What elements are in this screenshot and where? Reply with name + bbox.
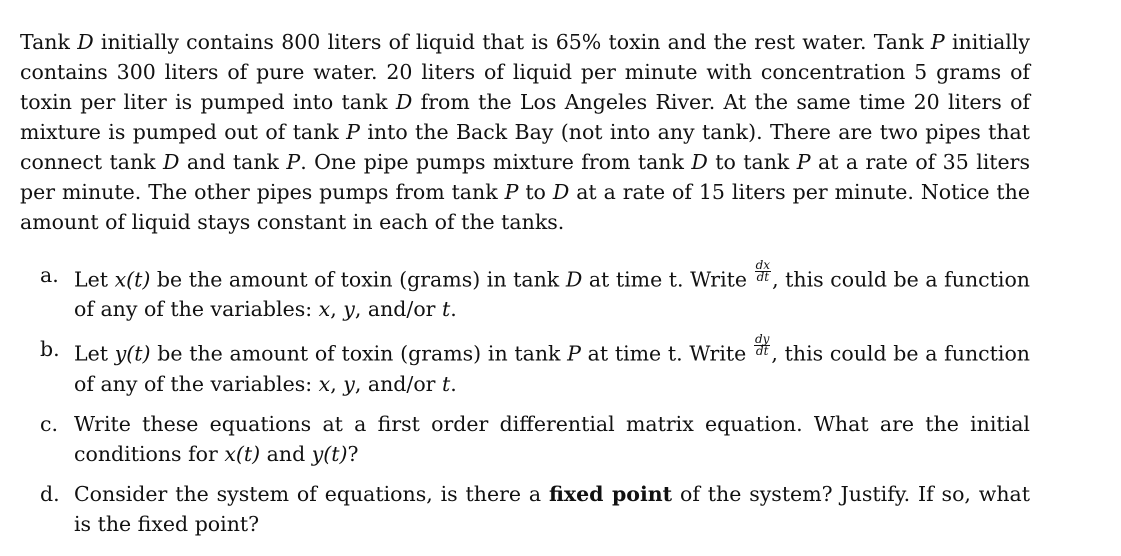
question-text: Write these equations at a first order differential matrix equation. What are the initial conditions for xyxy=(74,411,1030,466)
question-text: Consider the system of equations, is there a xyxy=(74,481,549,506)
fraction-denominator: dt xyxy=(755,344,769,359)
question-text: , this could be a function of any of the variables: xyxy=(74,341,1030,396)
problem-page xyxy=(20,27,1030,549)
question-label: c. xyxy=(40,411,58,436)
fraction-numerator: dy xyxy=(754,332,770,347)
separator: , and/or xyxy=(354,371,442,396)
variable-x: x(t) xyxy=(114,267,151,292)
question-b xyxy=(20,334,1030,398)
question-label: d. xyxy=(40,481,60,506)
question-text: be the amount of toxin (grams) in tank xyxy=(150,267,566,292)
intro-text: at a rate of 15 liters per minute. Notice the amount of liquid stays constant in each of the tanks. xyxy=(20,180,1031,234)
fraction-numerator: dx xyxy=(755,258,771,272)
question-label: b. xyxy=(40,337,60,362)
variable-x: x(t) xyxy=(224,441,261,466)
question-text: be the amount of toxin (grams) in tank xyxy=(150,341,568,366)
question-d xyxy=(20,479,1030,539)
variable-x: x xyxy=(318,371,331,396)
separator: , xyxy=(330,371,344,396)
question-label: a. xyxy=(40,263,59,287)
question-text: at time t. Write xyxy=(582,267,754,292)
tank-p-symbol: P xyxy=(930,30,945,54)
punctuation: . xyxy=(450,371,457,396)
derivative-dy-dt xyxy=(754,334,770,357)
variable-y: y xyxy=(343,371,355,396)
separator: , and/or xyxy=(354,297,442,322)
variable-t: t xyxy=(442,297,451,322)
variable-y: y(t) xyxy=(114,341,151,366)
tank-d-symbol: D xyxy=(163,150,180,174)
intro-text: initially contains 800 liters of liquid that is 65% toxin and the rest water. Tank xyxy=(93,30,931,54)
separator: , xyxy=(330,297,344,322)
punctuation: ? xyxy=(347,441,359,466)
variable-y: y(t) xyxy=(311,441,348,466)
question-a xyxy=(20,260,1030,324)
intro-text: into the Back Bay (not into any tank). There are two pipes that connect tank xyxy=(20,120,1031,174)
question-text: Let xyxy=(74,341,115,366)
tank-d-symbol: D xyxy=(77,30,94,54)
tank-d-symbol: D xyxy=(691,150,708,174)
intro-text: Tank xyxy=(20,30,78,54)
intro-text: at a rate of 35 liters per minute. The other pipes pumps from tank xyxy=(20,150,1031,204)
problem-intro xyxy=(20,27,1030,237)
question-text: at time t. Write xyxy=(580,341,753,366)
intro-text: to xyxy=(518,180,553,204)
variable-t: t xyxy=(442,371,451,396)
question-text: of the system? Justify. If so, what is the fixed point? xyxy=(74,481,1031,536)
intro-text: initially contains 300 liters of pure water. 20 liters of liquid per minute with concentration 5 grams of toxin per liter is pumped into tank xyxy=(20,30,1030,114)
derivative-dx-dt xyxy=(755,260,771,283)
tank-p-symbol: P xyxy=(567,341,581,366)
tank-p-symbol: P xyxy=(504,180,519,204)
question-text: and xyxy=(260,441,312,466)
tank-p-symbol: P xyxy=(286,150,301,174)
fraction-denominator: dt xyxy=(756,270,770,284)
fixed-point-term: fixed point xyxy=(548,481,673,506)
intro-text: and tank xyxy=(179,150,287,174)
tank-d-symbol: D xyxy=(565,267,583,292)
punctuation: . xyxy=(450,297,457,322)
tank-d-symbol: D xyxy=(552,180,570,204)
variable-y: y xyxy=(343,297,355,322)
tank-p-symbol: P xyxy=(796,150,811,174)
intro-text: to tank xyxy=(707,150,797,174)
intro-text: from the Los Angeles River. At the same time 20 liters of mixture is pumped out of tank xyxy=(20,90,1031,144)
variable-x: x xyxy=(318,297,331,322)
question-c xyxy=(20,409,1030,469)
intro-text: . One pipe pumps mixture from tank xyxy=(300,150,692,174)
question-text: , this could be a function of any of the variables: xyxy=(74,267,1030,322)
tank-d-symbol: D xyxy=(395,90,413,114)
tank-p-symbol: P xyxy=(346,120,360,144)
question-text: Let xyxy=(74,267,115,292)
question-list xyxy=(20,260,1030,539)
